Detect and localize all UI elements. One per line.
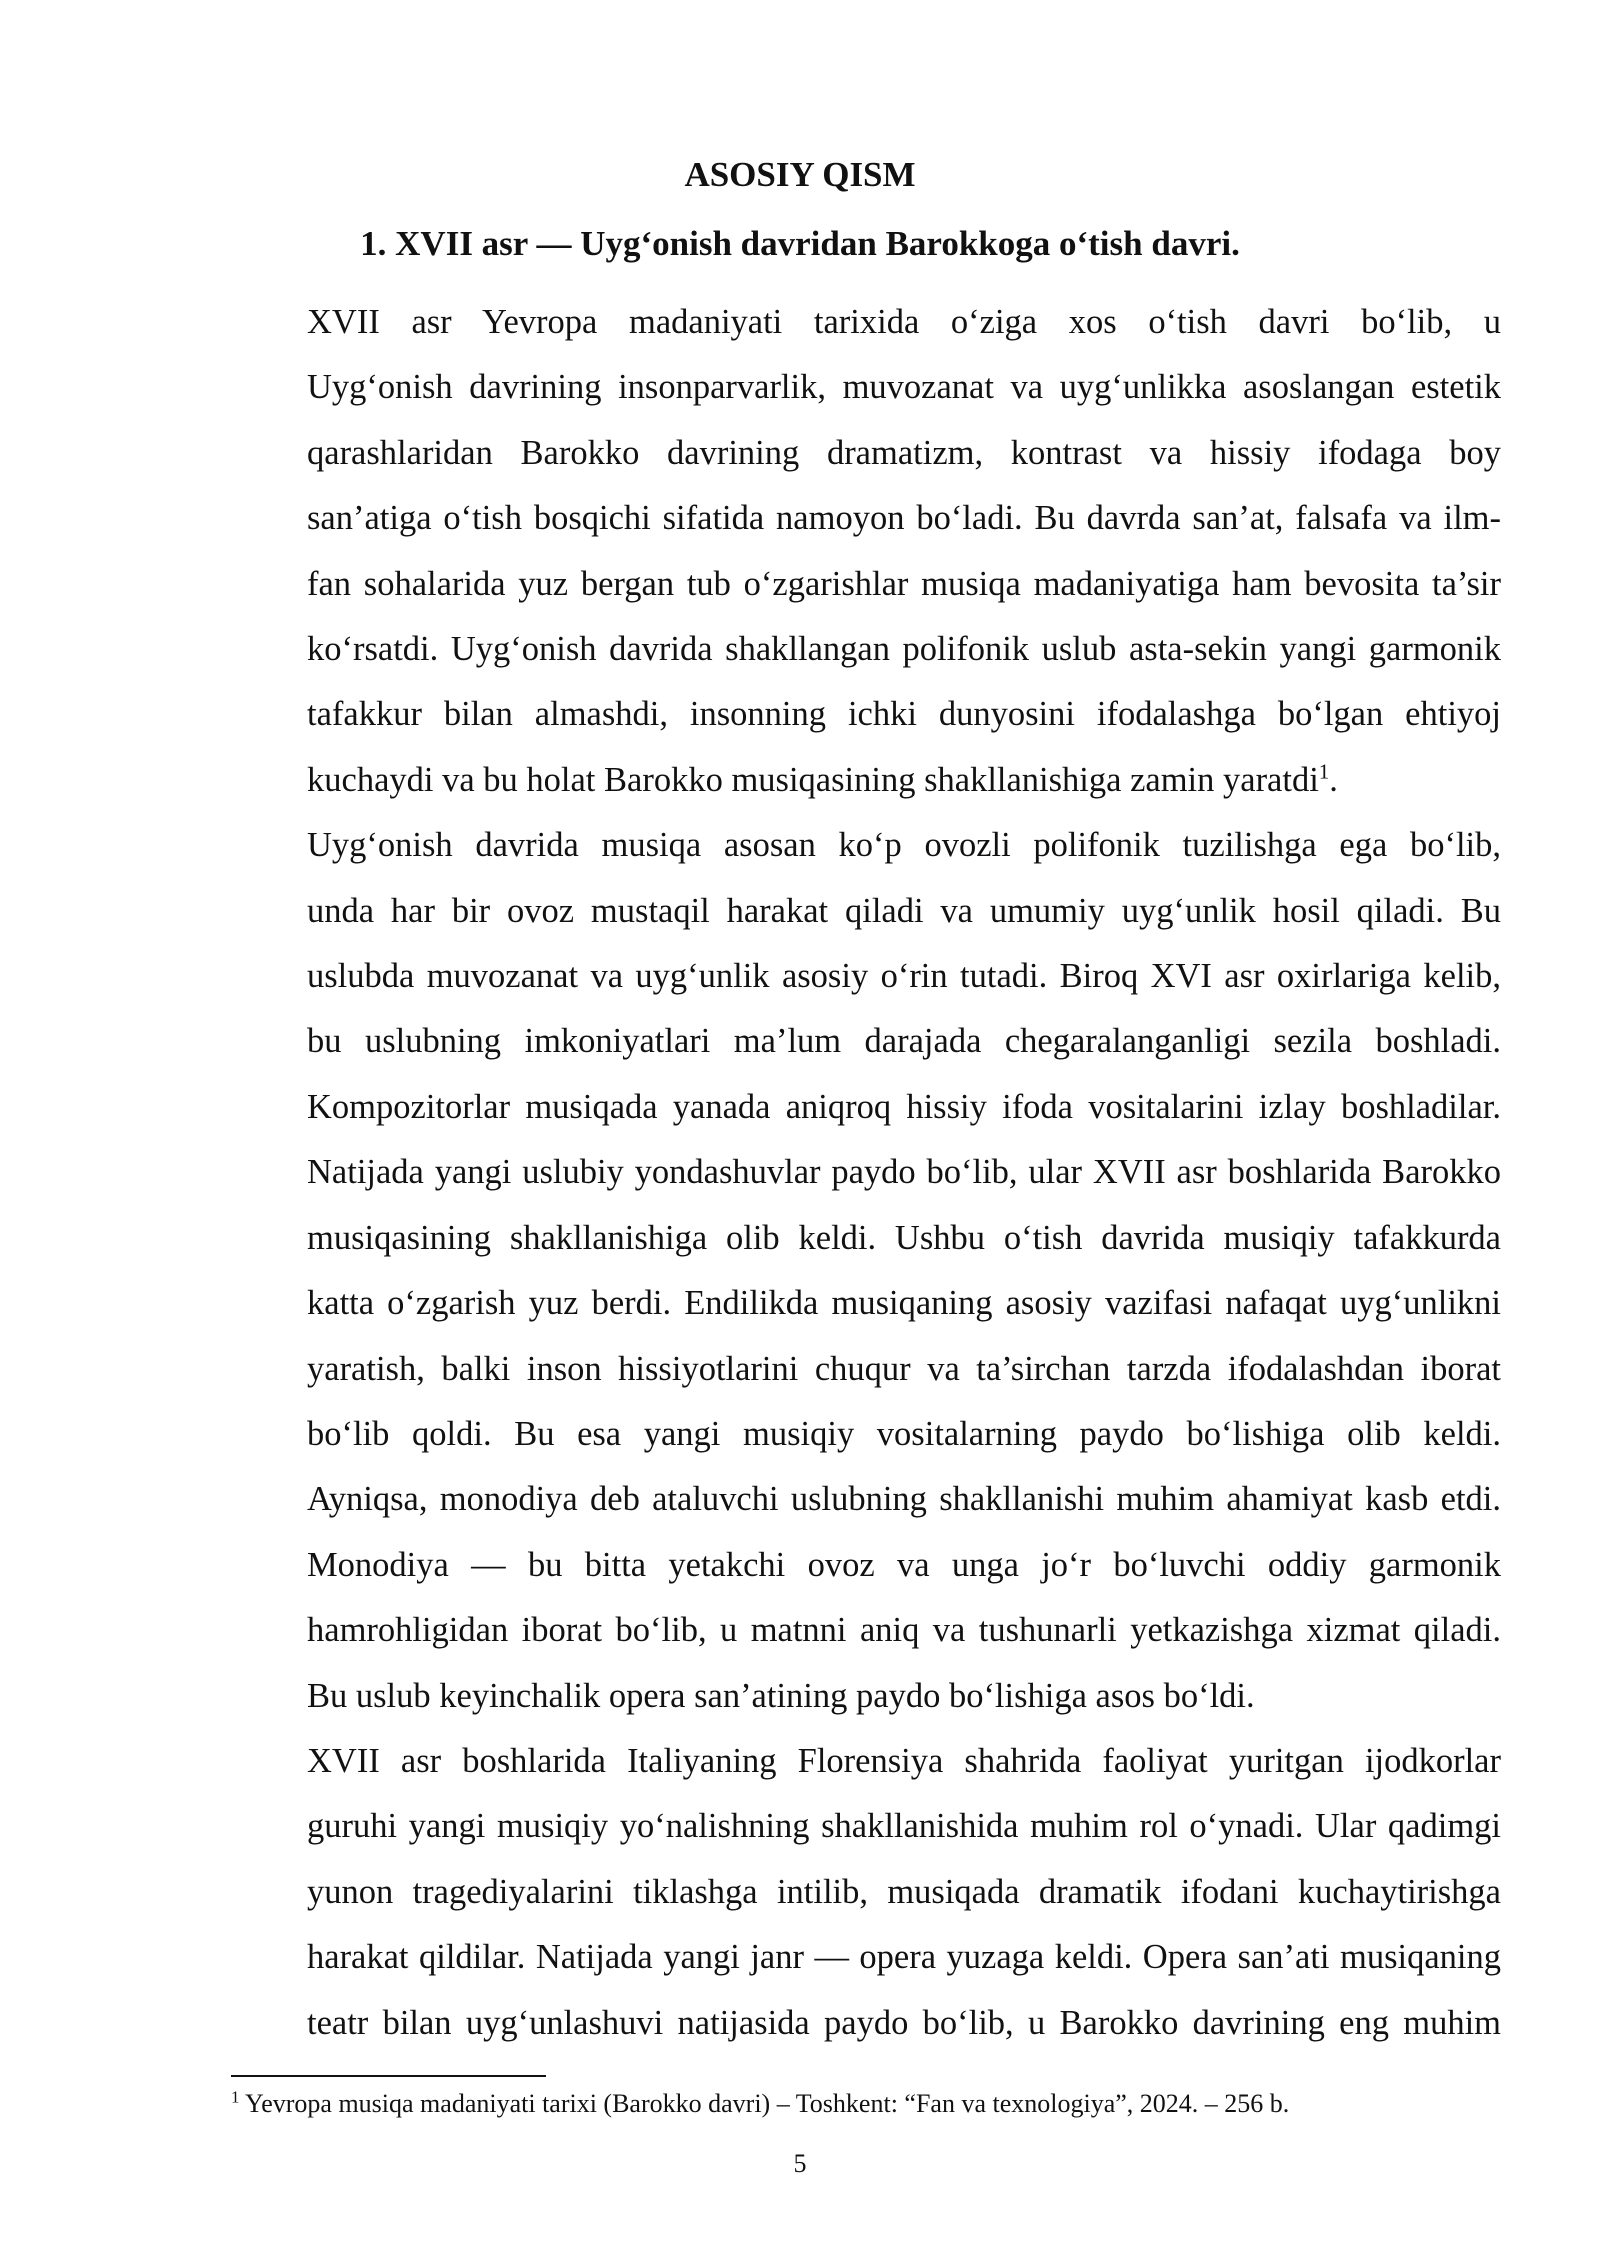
- text-line: fan sohalarida yuz bergan tub o‘zgarishlar musiqa madaniyatiga ham bevosita ta’sir: [307, 564, 1501, 603]
- text-line: Ayniqsa, monodiya deb ataluvchi uslubning shakllanishi muhim ahamiyat kasb etdi.: [307, 1480, 1501, 1519]
- paragraph-3: [231, 1729, 1501, 2056]
- text-line: Uyg‘onish davrida musiqa asosan ko‘p ovozli polifonik tuzilishga ega bo‘lib,: [307, 826, 1501, 865]
- text-line: yunon tragediyalarini tiklashga intilib, musiqada dramatik ifodani kuchaytirishga: [307, 1872, 1501, 1911]
- section-heading: 1. XVII asr — Uyg‘onish davridan Barokkoga o‘tish davri.: [360, 224, 1240, 263]
- text-line: [231, 748, 1501, 813]
- text-line: san’atiga o‘tish bosqichi sifatida namoyon bo‘ladi. Bu davrda san’at, falsafa va ilm-: [307, 499, 1501, 538]
- text-line: hamrohligidan iborat bo‘lib, u matnni aniq va tushunarli yetkazishga xizmat qiladi.: [307, 1611, 1501, 1650]
- text-line: Monodiya — bu bitta yetakchi ovoz va unga jo‘r bo‘luvchi oddiy garmonik: [307, 1545, 1501, 1584]
- text-line: bu uslubning imkoniyatlari ma’lum darajada chegaralanganligi sezila boshladi.: [307, 1022, 1501, 1061]
- text-line: guruhi yangi musiqiy yo‘nalishning shakllanishida muhim rol o‘ynadi. Ular qadimgi: [307, 1807, 1501, 1846]
- text-line-content: kuchaydi va bu holat Barokko musiqasining shakllanishiga zamin yaratdi: [307, 760, 1319, 799]
- footnote-separator: [231, 2075, 546, 2077]
- text-line: uslubda muvozanat va uyg‘unlik asosiy o‘rin tutadi. Biroq XVI asr oxirlariga kelib,: [307, 957, 1501, 996]
- page-number: 5: [793, 2149, 807, 2178]
- paragraph-2: [231, 813, 1501, 1729]
- text-line-end: .: [1329, 760, 1338, 799]
- footnote-number: 1: [231, 2087, 240, 2107]
- footnote-text: Yevropa musiqa madaniyati tarixi (Barokko davri) – Toshkent: “Fan va texnologiya”, 2024. – 256 b.: [239, 2089, 1290, 2118]
- text-line: katta o‘zgarish yuz berdi. Endilikda musiqaning asosiy vazifasi nafaqat uyg‘unlikni: [307, 1284, 1501, 1323]
- text-line: unda har bir ovoz mustaqil harakat qiladi va umumiy uyg‘unlik hosil qiladi. Bu: [307, 891, 1501, 930]
- text-line: teatr bilan uyg‘unlashuvi natijasida paydo bo‘lib, u Barokko davrining eng muhim: [307, 2003, 1501, 2042]
- text-line: harakat qildilar. Natijada yangi janr — opera yuzaga keldi. Opera san’ati musiqaning: [307, 1938, 1501, 1977]
- text-line: tafakkur bilan almashdi, insonning ichki dunyosini ifodalashga bo‘lgan ehtiyoj: [307, 695, 1501, 734]
- body-text: [231, 290, 1501, 2056]
- text-line: Natijada yangi uslubiy yondashuvlar paydo bo‘lib, ular XVII asr boshlarida Barokko: [307, 1153, 1501, 1192]
- text-line: musiqasining shakllanishiga olib keldi. Ushbu o‘tish davrida musiqiy tafakkurda: [307, 1218, 1501, 1257]
- text-line: XVII asr Yevropa madaniyati tarixida o‘ziga xos o‘tish davri bo‘lib, u: [307, 303, 1501, 341]
- text-line: bo‘lib qoldi. Bu esa yangi musiqiy vositalarning paydo bo‘lishiga olib keldi.: [307, 1414, 1501, 1453]
- footnote: [231, 2088, 1501, 2120]
- text-line: Bu uslub keyinchalik opera san’atining paydo bo‘lishiga asos bo‘ldi.: [307, 1676, 1255, 1715]
- page-title: ASOSIY QISM: [684, 155, 916, 194]
- text-line: Uyg‘onish davrining insonparvarlik, muvozanat va uyg‘unlikka asoslangan estetik: [307, 368, 1501, 407]
- text-line: Kompozitorlar musiqada yanada aniqroq hissiy ifoda vositalarini izlay boshladilar.: [307, 1087, 1501, 1126]
- text-line: XVII asr boshlarida Italiyaning Florensiya shahrida faoliyat yuritgan ijodkorlar: [307, 1741, 1501, 1780]
- text-line: qarashlaridan Barokko davrining dramatizm, kontrast va hissiy ifodaga boy: [307, 433, 1501, 472]
- footnote-reference[interactable]: 1: [1318, 759, 1330, 784]
- text-line: ko‘rsatdi. Uyg‘onish davrida shakllangan polifonik uslub asta-sekin yangi garmonik: [307, 630, 1501, 669]
- text-line: yaratish, balki inson hissiyotlarini chuqur va ta’sirchan tarzda ifodalashdan iborat: [307, 1349, 1501, 1388]
- paragraph-1: [231, 290, 1501, 813]
